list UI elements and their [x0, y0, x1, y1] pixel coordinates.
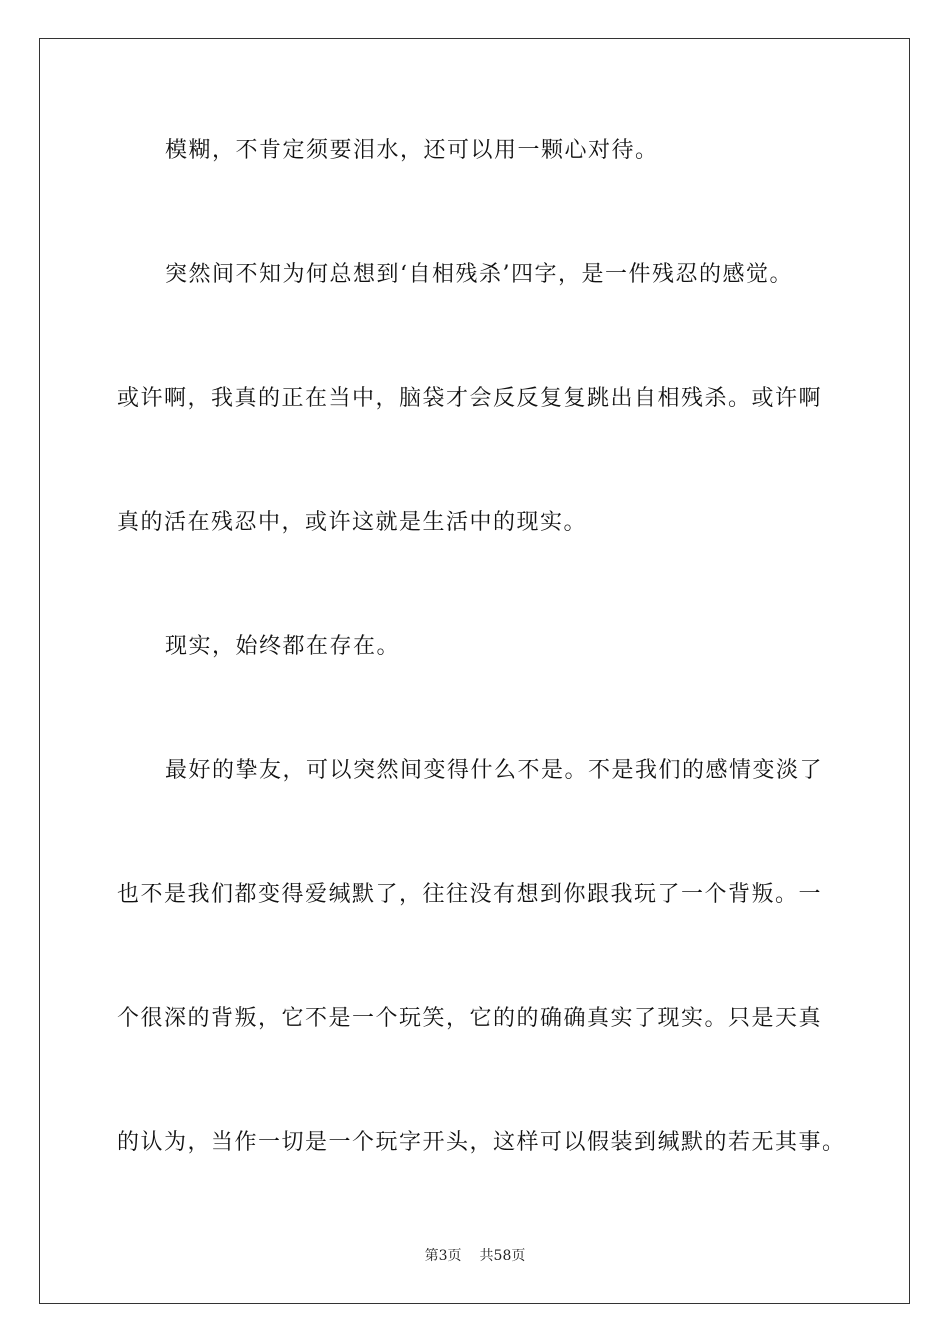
total-pages: 共58页 — [479, 1248, 526, 1264]
page-number: 第3页 — [424, 1248, 462, 1264]
paragraph-line: 真的活在残忍中，或许这就是生活中的现实。 — [117, 510, 588, 535]
paragraph-line: 突然间不知为何总想到‘自相残杀’四字，是一件残忍的感觉。 — [165, 262, 793, 287]
paragraph-line: 个很深的背叛，它不是一个玩笑，它的的确确真实了现实。只是天真 — [117, 1006, 823, 1031]
paragraph-line: 最好的挚友，可以突然间变得什么不是。不是我们的感情变淡了 — [165, 758, 824, 783]
paragraph-line: 也不是我们都变得爱缄默了，往往没有想到你跟我玩了一个背叛。一 — [117, 882, 823, 907]
paragraph-line: 模糊，不肯定须要泪水，还可以用一颗心对待。 — [165, 138, 659, 163]
page-border — [39, 38, 910, 1304]
page-footer — [0, 1247, 950, 1265]
paragraph-line: 的认为，当作一切是一个玩字开头，这样可以假装到缄默的若无其事。 — [117, 1130, 846, 1155]
paragraph-line: 现实，始终都在存在。 — [165, 634, 401, 659]
paragraph-line: 或许啊，我真的正在当中，脑袋才会反反复复跳出自相残杀。或许啊 — [117, 386, 823, 411]
